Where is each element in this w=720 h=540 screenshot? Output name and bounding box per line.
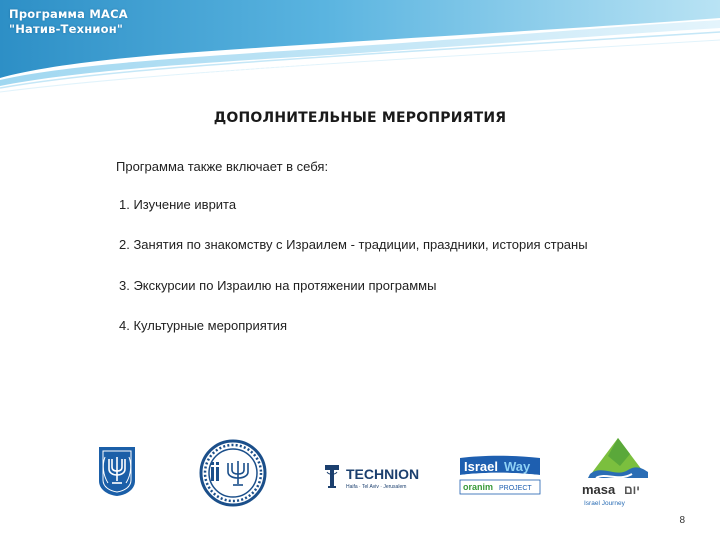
technion-subtitle: Haifa · Tel Aviv · Jerusalem — [346, 484, 407, 490]
masa-word1: masa — [582, 482, 616, 497]
israelway-word4: PROJECT — [499, 485, 532, 492]
israelway-word1: Israel — [464, 459, 498, 474]
round-seal-logo — [198, 438, 268, 508]
masa-subtitle: Israel Journey — [584, 500, 625, 507]
list-item: 4. Культурные мероприятия — [119, 317, 288, 333]
masa-word2: יום — [624, 483, 640, 497]
page-number: 8 — [679, 515, 685, 526]
israel-emblem-logo — [97, 445, 137, 497]
masa-logo — [578, 434, 658, 514]
list-item: 2. Занятия по знакомству с Израилем - традиции, праздники, история страны — [119, 237, 588, 253]
slide-heading: ДОПОЛНИТЕЛЬНЫЕ МЕРОПРИЯТИЯ — [213, 110, 507, 126]
list-item: 1. Изучение иврита — [119, 197, 237, 212]
list-item: 3. Экскурсии по Израилю на протяжении программы — [119, 277, 437, 293]
israelway-word2: Way — [504, 459, 531, 474]
technion-name: TECHNION — [346, 466, 420, 482]
israelway-word3: oranim — [463, 482, 494, 492]
program-title — [9, 7, 128, 37]
program-title-line1: Программа МАСА — [9, 7, 128, 21]
activities-list — [119, 197, 588, 358]
intro-text: Программа также включает в себя: — [116, 159, 329, 174]
israelway-logo — [458, 455, 542, 501]
program-title-line2: "Натив-Технион" — [9, 22, 124, 36]
technion-logo — [322, 462, 428, 492]
